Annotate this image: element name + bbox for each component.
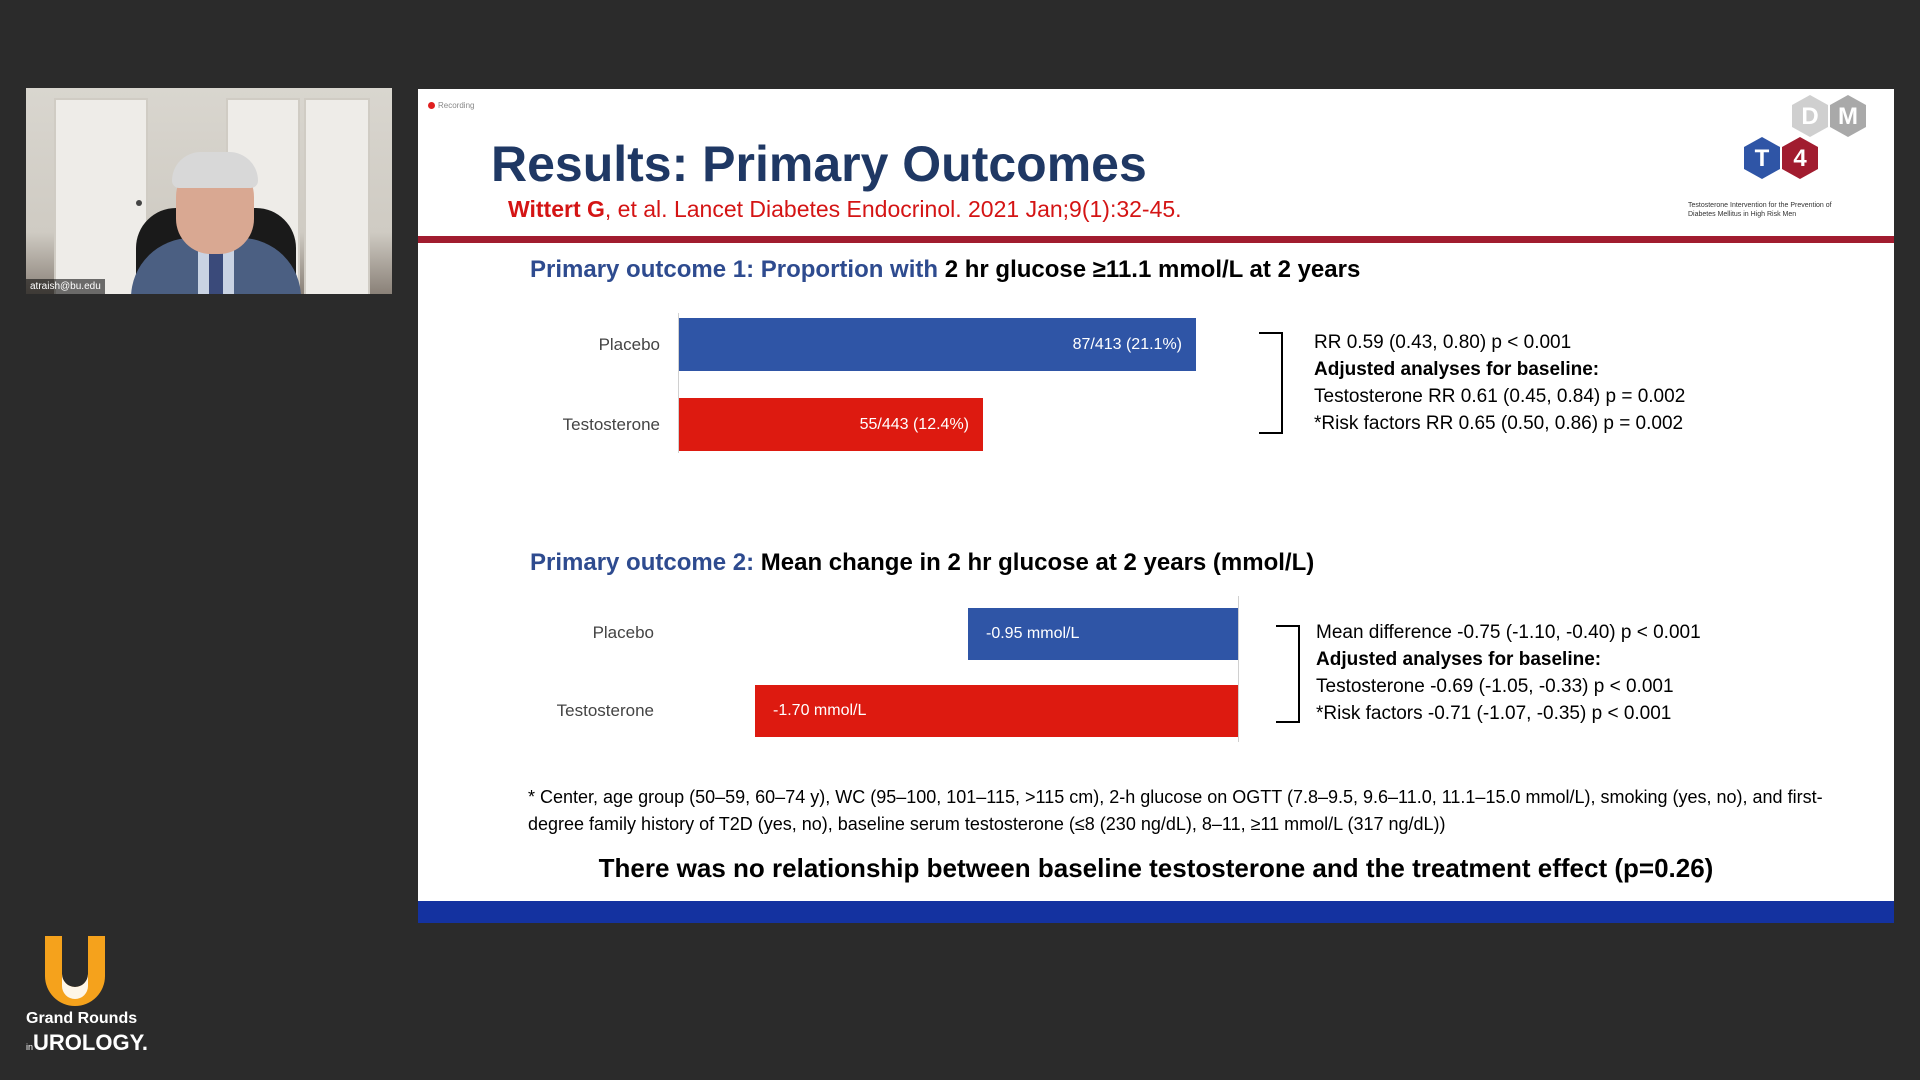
logo-letter-m: M xyxy=(1838,103,1858,130)
outcome2-heading-label: Primary outcome 2: xyxy=(530,549,761,576)
outcome2-risk-factors-diff: *Risk factors -0.71 (-1.07, -0.35) p < 0.001 xyxy=(1316,703,1672,724)
recording-dot-icon xyxy=(428,102,435,109)
u-logo-icon xyxy=(40,936,110,1006)
outcome2-testosterone-bar xyxy=(755,685,1238,737)
outcome2-testosterone-diff: Testosterone -0.69 (-1.05, -0.33) p < 0.001 xyxy=(1316,676,1674,697)
citation xyxy=(508,196,1182,223)
outcome1-testosterone-bar xyxy=(679,398,983,451)
outcome1-rr: RR 0.59 (0.43, 0.80) p < 0.001 xyxy=(1314,332,1572,353)
outcome2-mean-difference: Mean difference -0.75 (-1.10, -0.40) p < 0.001 xyxy=(1316,622,1701,643)
outcome2-placebo-label: Placebo xyxy=(592,623,654,642)
brand-in: in xyxy=(26,1042,34,1052)
background-door xyxy=(304,98,370,294)
outcome2-bracket xyxy=(1276,625,1300,723)
slide-title: Results: Primary Outcomes xyxy=(491,136,1147,192)
conclusion: There was no relationship between baseline testosterone and the treatment effect (p=0.26) xyxy=(598,853,1714,883)
outcome1-adjusted-heading: Adjusted analyses for baseline: xyxy=(1314,359,1600,380)
brand-line1: Grand Rounds xyxy=(26,1010,138,1027)
bottom-divider xyxy=(418,901,1894,923)
outcome2-heading xyxy=(530,549,1314,577)
outcome1-bracket xyxy=(1259,332,1283,434)
outcome1-heading xyxy=(530,256,1360,284)
title-divider xyxy=(418,236,1894,243)
outcome1-testosterone-value: 55/443 (12.4%) xyxy=(859,415,969,433)
outcome1-placebo-bar xyxy=(679,318,1196,371)
background-door xyxy=(54,98,148,294)
recording-indicator xyxy=(428,101,474,110)
brand-line2 xyxy=(26,1030,148,1056)
brand-urology: UROLOGY xyxy=(33,1030,142,1055)
outcome2-placebo-bar xyxy=(968,608,1238,660)
presenter-hair xyxy=(172,152,258,188)
outcome1-testosterone-label: Testosterone xyxy=(562,415,660,434)
outcome1-placebo-value: 87/413 (21.1%) xyxy=(1072,335,1182,353)
logo-letter-t: T xyxy=(1754,145,1770,172)
shared-slide xyxy=(418,89,1894,923)
recording-label: Recording xyxy=(438,101,475,110)
outcome2-axis xyxy=(1238,596,1239,742)
outcome1-placebo-label: Placebo xyxy=(598,335,660,354)
outcome2-testosterone-label: Testosterone xyxy=(556,701,654,720)
outcome2-placebo-value: -0.95 mmol/L xyxy=(986,625,1080,642)
outcome2-stats xyxy=(1316,619,1701,727)
outcome1-heading-text: 2 hr glucose ≥11.1 mmol/L at 2 years xyxy=(944,256,1361,283)
outcome1-risk-factors-rr: *Risk factors RR 0.65 (0.50, 0.86) p = 0.002 xyxy=(1314,413,1684,434)
brand-mark: . xyxy=(141,1030,148,1055)
logo-caption: Testosterone Intervention for the Prevention of Diabetes Mellitus in High Risk Men xyxy=(1688,202,1832,218)
outcome2-testosterone-value: -1.70 mmol/L xyxy=(773,702,867,719)
outcome1-stats xyxy=(1314,329,1685,437)
citation-details: , et al. Lancet Diabetes Endocrinol. 2021 Jan;9(1):32-45. xyxy=(604,196,1182,222)
presenter-tie xyxy=(209,248,223,294)
logo-letter-d: D xyxy=(1801,103,1819,130)
outcome1-testosterone-rr: Testosterone RR 0.61 (0.45, 0.84) p = 0.002 xyxy=(1314,386,1686,407)
outcome2-adjusted-heading: Adjusted analyses for baseline: xyxy=(1316,649,1602,670)
webcam-tile[interactable] xyxy=(26,88,392,294)
participant-name-tag: atraish@bu.edu xyxy=(26,279,105,294)
citation-author: Wittert G xyxy=(508,196,605,222)
outcome1-heading-label: Primary outcome 1: Proportion with xyxy=(530,256,945,283)
outcome2-heading-text: Mean change in 2 hr glucose at 2 years (mmol/L) xyxy=(760,549,1315,576)
grand-rounds-logo xyxy=(22,936,148,1056)
logo-letter-4: 4 xyxy=(1793,145,1807,172)
footnote: * Center, age group (50–59, 60–74 y), WC (95–100, 101–115, >115 cm), 2-h glucose on OGTT (7.8–9.5, 9.6–11.0, 11.1–15.0 mmol/L), smoking (yes, no), and first-degree family history of T2D (yes, no), baseline serum testosterone (≤8 (230 ng/dL), 8–11, ≥11 mmol/L (317 ng/dL)) xyxy=(528,787,1823,834)
